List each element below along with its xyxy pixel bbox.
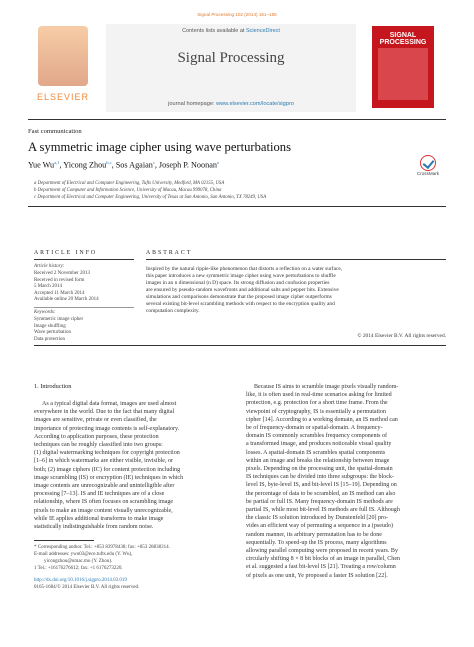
- affiliation: c Department of Electrical and Computer Engineering, University of Texas at San Antonio, San Antonio, TX 78249, USA: [34, 195, 267, 200]
- author-name[interactable]: Yicong Zhou: [63, 160, 107, 170]
- history-item: 5 March 2014: [34, 284, 63, 289]
- journal-cover: [372, 26, 434, 108]
- article-title: A symmetric image cipher using wave perturbations: [28, 140, 291, 154]
- abstract-rule: [146, 259, 446, 260]
- journal-homepage: journal homepage: www.elsevier.com/locate/sigpro: [168, 101, 294, 107]
- intro-left-column: As a typical digital data format, images are used almost everywhere in the world. Due to the fact that many digital images are sensitive, private or even classified, the importance of protecting image contents is self-explanatory. According to application purposes, these protection techniques can be roughly classified into two groups: (1) digital watermarking techniques for copyright protection [1–6] in which watermarks are either visible, invisible, or both; (2) image ciphers (IC) for content protection including image scrambling (IS) or encryption (IE) techniques in which image contents are unrecognizable and unintelligible after processing [7–13]. IS and IE techniques are of a close relationship, where IS often focuses on scrambling image pixels to make an image content visually unrecognizable, while IE applies additional transforms to make image statistically indistinguishable from random noise.: [34, 401, 184, 531]
- cover-artwork: [378, 48, 428, 100]
- history-label: Article history:: [34, 264, 65, 269]
- sciencedirect-link[interactable]: ScienceDirect: [245, 28, 280, 34]
- keywords-label: Keywords:: [34, 310, 56, 315]
- journal-title: Signal Processing: [177, 50, 285, 66]
- crossmark-icon: [420, 155, 436, 171]
- history-item: Received in revised form: [34, 277, 85, 283]
- keyword: Data protection: [34, 336, 65, 342]
- info-divider: [34, 307, 134, 308]
- author-list: Yue Wu$^{a,1}$, Yicong Zhou$^{b,c}$, Sos Agaian$^c$, Joseph P. Noonan$^a$: [28, 160, 219, 170]
- keyword: Image shuffling: [34, 323, 66, 329]
- abstract-copyright: © 2014 Elsevier B.V. All rights reserved.: [357, 333, 446, 339]
- section-heading: 1. Introduction: [34, 383, 72, 390]
- doi-link[interactable]: http://dx.doi.org/10.1016/j.sigpro.2014.03.019: [34, 578, 127, 583]
- author-name[interactable]: Yue Wu: [28, 160, 55, 170]
- affiliation: b Department of Computer and Information Science, University of Macau, Macau 999078, China: [34, 188, 222, 193]
- history-item: Accepted 11 March 2014: [34, 290, 85, 296]
- intro-right-column: Because IS aims to scramble image pixels visually random- like, it is often used in real-time scenarios asking for limited protection, e.g. protection for a short time frame. From the viewpoint of cryptography, IS is essentially a permutation cipher [14]. According to a working domain, an IS method can be of frequency-domain or spatial-domain. A frequency- domain IS commonly scrambles frequency components of a transformed image, and produces noticeable visual quality losses. A spatial-domain IS scrambles spatial components within an image and breaks the relationship between image pixels. Depending on the processing unit, the spatial-domain IS techniques can be divided into three subgroups: the block- level IS, byte-level IS, and bit-level IS [15–19]. Depending on the percentage of data to be scrambled, an IS method can also be partial or full IS. Many frequency-domain IS methods are partial IS, while most bit-level IS methods are full IS. Although the classic IS solution introduced by Dunstenfeld [20] pro- vides an efficient way of permuting a sequence in a (pseudo) random manner, its arbitrary permutation has to be done sequentially. To speed-up the IS process, many algorithms allowing parallel computing were proposed in recent years. By circularly shifting 8 × 8 bit blocks of an image in parallel, Chen et al. suggested a fast bit-level IS [21]. Treating a row/column of pixels as one unit, Ye proposed a faster IS solution [22].: [246, 384, 401, 579]
- footnote: E-mail addresses: ywu03@ece.tufts.edu (Y. Wu),: [34, 552, 133, 557]
- abstract-text: Inspired by the natural ripple-like phenomenon that distorts a reflection on a water surface, this paper introduces a new symmetric image cipher using wave perturbations to shuffle images in an n dimensional (n D) space. Its strong diffusion and confusion properties are ensured by pseudo-random wavefronts and additional salts and pepper bits. Extensive simulations and comparisons demonstrate that the proposed image cipher outperforms several existing bit-level scrambling methods with respect to the encryption quality and computation complexity.: [146, 266, 343, 315]
- footnote: yicongzhou@umac.mo (Y. Zhou).: [44, 559, 113, 564]
- affiliation: a Department of Electrical and Computer Engineering, Tufts University, Medford, MA 02155, USA: [34, 181, 225, 186]
- keyword: Symmetric image cipher: [34, 317, 84, 322]
- footnote-rule: [34, 540, 94, 541]
- abstract-bottom-rule: [34, 345, 446, 346]
- footnote: 1 Tel.: +16176276612; fax: +1 6176273220.: [34, 566, 123, 571]
- abstract-heading: ABSTRACT: [146, 250, 193, 256]
- affiliation-rule: [28, 206, 446, 207]
- journal-header: [28, 24, 446, 116]
- article-info-heading: ARTICLE INFO: [34, 250, 98, 256]
- header-rule: [28, 119, 446, 120]
- keyword: Wave perturbation: [34, 330, 71, 335]
- footnote: * Corresponding author. Tel.: +853 83978438; fax: +853 28838314.: [34, 545, 170, 550]
- history-item: Available online 20 March 2014: [34, 297, 99, 302]
- cover-title: SIGNAL PROCESSING: [379, 32, 427, 46]
- elsevier-logo: [28, 26, 98, 106]
- homepage-link[interactable]: www.elsevier.com/locate/sigpro: [216, 101, 294, 107]
- issn-line: 0165-1684/© 2014 Elsevier B.V. All rights reserved.: [34, 585, 140, 590]
- article-info-rule: [34, 259, 134, 260]
- crossmark-badge[interactable]: CrossMark: [408, 155, 448, 176]
- publisher-name: ELSEVIER: [36, 92, 90, 102]
- author-name[interactable]: Joseph P. Noonan: [158, 160, 217, 170]
- history-item: Received 2 November 2013: [34, 271, 90, 276]
- masthead: [106, 24, 356, 112]
- elsevier-tree-icon: [38, 26, 88, 86]
- contents-line: Contents lists available at ScienceDirect: [182, 28, 280, 34]
- article-type: Fast communication: [28, 128, 82, 135]
- journal-citation: Signal Processing 102 (2014) 161–155: [197, 12, 277, 17]
- author-name[interactable]: Sos Agaian: [115, 160, 153, 170]
